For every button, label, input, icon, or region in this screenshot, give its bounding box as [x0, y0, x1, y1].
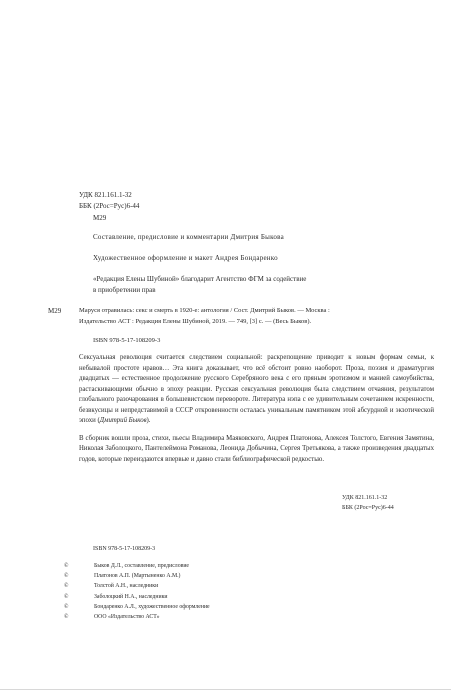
isbn-bottom: ISBN 978-5-17-108209-3 [93, 546, 156, 552]
catalog-line-2: Издательство АСТ : Редакция Елены Шубиной, 2019. — 749, [3] с. — (Весь Быков). [79, 318, 312, 325]
copyright-text: Быков Д.Л., составление, предисловие [94, 563, 190, 569]
annotation-paragraph-1 [79, 353, 434, 427]
bbk-code: ББК (2Рос=Рус)6-44 [79, 202, 140, 210]
bbk-code-right: ББК (2Рос=Рус)6-44 [342, 505, 394, 511]
annotation-paragraph-2: В сборник вошли проза, стихи, пьесы Владимира Маяковского, Андрея Платонова, Алексея Толстого, Евгения Замятина, Николая Заболоцкого, Пантелеймона Романова, Леонида Добычина, Сергея Третьякова, а также произведения двадцатых годов, которые переиздаются впервые и давно стали библиографической редкостью. [79, 434, 434, 463]
copyright-sign: © [64, 563, 69, 569]
copyright-text: ООО «Издательство АСТ» [94, 614, 160, 621]
annotation [79, 353, 434, 465]
copyright-sign: © [64, 593, 69, 600]
copyright-sign: © [64, 583, 69, 590]
author-mark: М29 [93, 214, 107, 222]
copyright-text: Заболоцкий Н.А., наследники [94, 593, 168, 600]
design-credit: Художественное оформление и макет Андрея Бондаренко [93, 254, 278, 262]
copyright-item [64, 581, 364, 591]
thanks-line-1: «Редакция Елены Шубиной» благодарит Агентство ФГМ за содействие [93, 275, 307, 283]
udk-code: УДК 821.161.1-32 [79, 191, 132, 199]
catalog-isbn: ISBN 978-5-17-108209-3 [93, 337, 161, 344]
catalog-line-1: Маруся отравилась: секс и смерть в 1920-е: антология / Сост. Дмитрий Быков. — Москва : [79, 307, 330, 314]
copyright-item [64, 602, 364, 612]
annotation-p1-close: ). [146, 417, 151, 424]
copyright-item [64, 571, 364, 581]
page-bottom-edge [0, 689, 451, 690]
catalog-mark: М29 [48, 307, 62, 315]
copyright-list [64, 561, 364, 622]
copyright-text: Бондаренко А.Л., художественное оформление [94, 603, 210, 610]
annotation-p1-author: Дмитрий Быков [99, 417, 147, 424]
copyright-item [64, 592, 364, 602]
udk-code-right: УДК 821.161.1-32 [342, 495, 388, 501]
copyright-sign: © [64, 573, 69, 580]
copyright-item [64, 612, 364, 622]
annotation-p1-text: Сексуальная революция считается следствием социальной: раскрепощение приводит к новым формам семьи, к небывалой простоте нравов… Эта книга доказывает, что всё обстоит ровно наоборот. Проза, поэзия и драматургия двадцатых — естественное продолжение русского Серебряного века с его пряным эротизмом и манией самоубийства, растаскивающими обычно в эпоху реакции. Русская сексуальная революция была следствием отчаяния, результатом глобального разочарования в большевистском перевороте. Литература нэпа с ее удивительным сочетанием искренности, безвкусицы и непредставимой в СССР откровенности осталась уникальным памятником этой абсурдной и экзотической эпохи ( [79, 354, 434, 424]
copyright-sign: © [64, 614, 69, 621]
copyright-sign: © [64, 603, 69, 610]
thanks-line-2: в приобретении прав [93, 286, 156, 294]
compiler-credit: Составление, предисловие и комментарии Дмитрия Быкова [93, 233, 284, 241]
copyright-text: Толстой А.Н., наследники [94, 583, 159, 590]
copyright-text: Платонов А.П. (Мартыненко А.М.) [94, 573, 181, 580]
copyright-item [64, 561, 364, 571]
